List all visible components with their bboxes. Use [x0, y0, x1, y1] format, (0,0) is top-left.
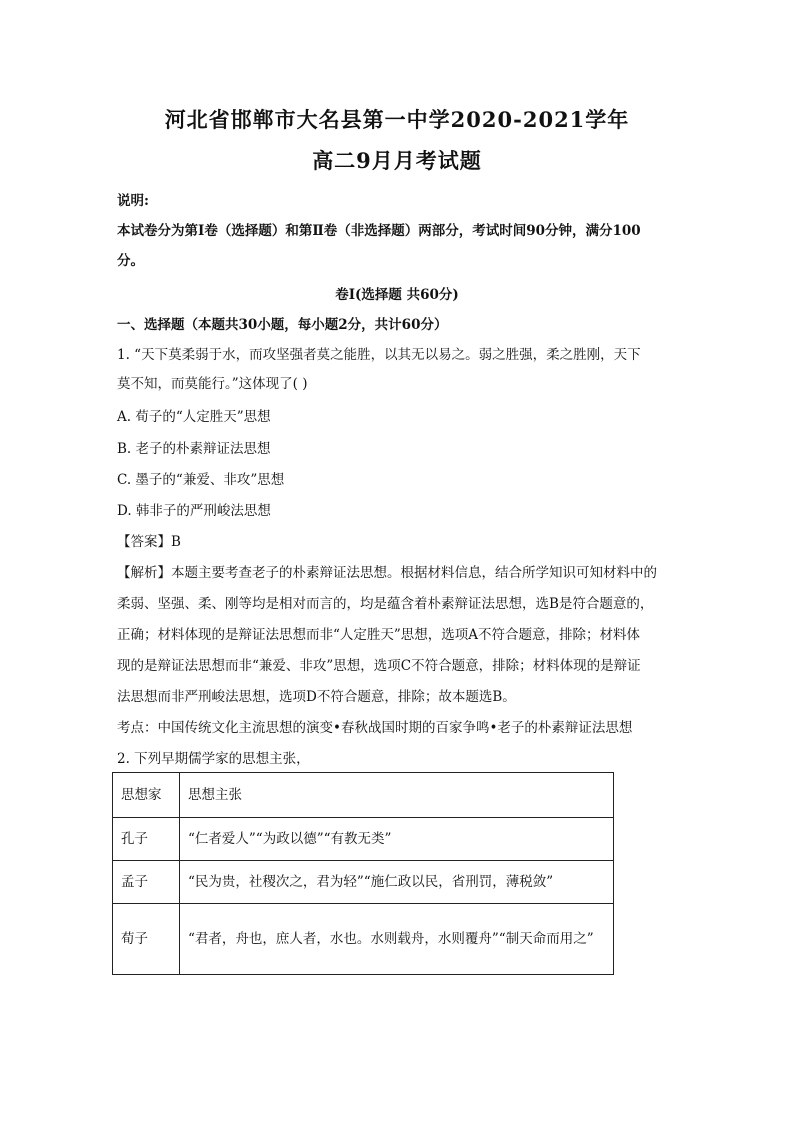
- table-cell-thinker: 孔子: [113, 818, 180, 861]
- q1-analysis-line4: 现的是辩证法思想而非“兼爱、非攻”思想，选项C不符合题意，排除；材料体现的是辩证: [117, 658, 641, 674]
- q1-analysis-line1: 【解析】本题主要考查老子的朴素辩证法思想。根据材料信息，结合所学知识可知材料中的: [117, 565, 657, 581]
- volume-title: 卷Ⅰ(选择题 共60分): [335, 287, 459, 303]
- instructions-line1: 本试卷分为第Ⅰ卷（选择题）和第Ⅱ卷（非选择题）两部分，考试时间90分钟，满分100: [117, 223, 641, 239]
- exam-title-line1: 河北省邯郸市大名县第一中学2020-2021学年: [164, 107, 630, 132]
- q1-option-d: D. 韩非子的严刑峻法思想: [117, 503, 271, 519]
- part-title: 一、选择题（本题共30小题，每小题2分，共计60分）: [117, 317, 448, 333]
- q1-option-c: C. 墨子的“兼爱、非攻”思想: [117, 472, 285, 488]
- q1-analysis-line5: 法思想而非严刑峻法思想，选项D不符合题意，排除；故本题选B。: [117, 689, 516, 705]
- table-header-cell: 思想主张: [180, 773, 614, 818]
- exam-title-line2: 高二9月月考试题: [312, 148, 482, 173]
- q1-stem-line1: 1. “天下莫柔弱于水，而攻坚强者莫之能胜，以其无以易之。弱之胜强，柔之胜刚，天下: [117, 347, 641, 363]
- table-cell-thinker: 荀子: [113, 904, 180, 975]
- table-row: [113, 818, 614, 861]
- q2-stem: 2. 下列早期儒学家的思想主张，: [117, 751, 310, 767]
- table-row: [113, 904, 614, 975]
- q1-answer: 【答案】B: [117, 534, 181, 550]
- table-header-cell: 思想家: [113, 773, 180, 818]
- table-cell-idea: “仁者爱人”“为政以德”“有教无类”: [180, 818, 614, 861]
- q1-option-a: A. 荀子的“人定胜天”思想: [117, 409, 271, 425]
- q1-analysis-line2: 柔弱、坚强、柔、刚等均是相对而言的，均是蕴含着朴素辩证法思想，选B是符合题意的，: [117, 596, 654, 612]
- q1-stem-line2: 莫不知，而莫能行。”这体现了( ): [117, 376, 308, 392]
- q1-kaodian: 考点：中国传统文化主流思想的演变•春秋战国时期的百家争鸣•老子的朴素辩证法思想: [117, 720, 633, 736]
- table-cell-idea: “君者，舟也，庶人者，水也。水则载舟，水则覆舟”“制天命而用之”: [180, 904, 614, 975]
- q1-option-b: B. 老子的朴素辩证法思想: [117, 441, 271, 457]
- instructions-line2: 分。: [117, 253, 144, 269]
- table-row: [113, 861, 614, 904]
- thinkers-table: [112, 772, 614, 975]
- table-header-row: [113, 773, 614, 818]
- q1-analysis-line3: 正确；材料体现的是辩证法思想而非“人定胜天”思想，选项A不符合题意，排除；材料体: [117, 627, 641, 643]
- table-cell-idea: “民为贵，社稷次之，君为轻”“施仁政以民，省刑罚，薄税敛”: [180, 861, 614, 904]
- instructions-label: 说明:: [117, 193, 149, 209]
- table-cell-thinker: 孟子: [113, 861, 180, 904]
